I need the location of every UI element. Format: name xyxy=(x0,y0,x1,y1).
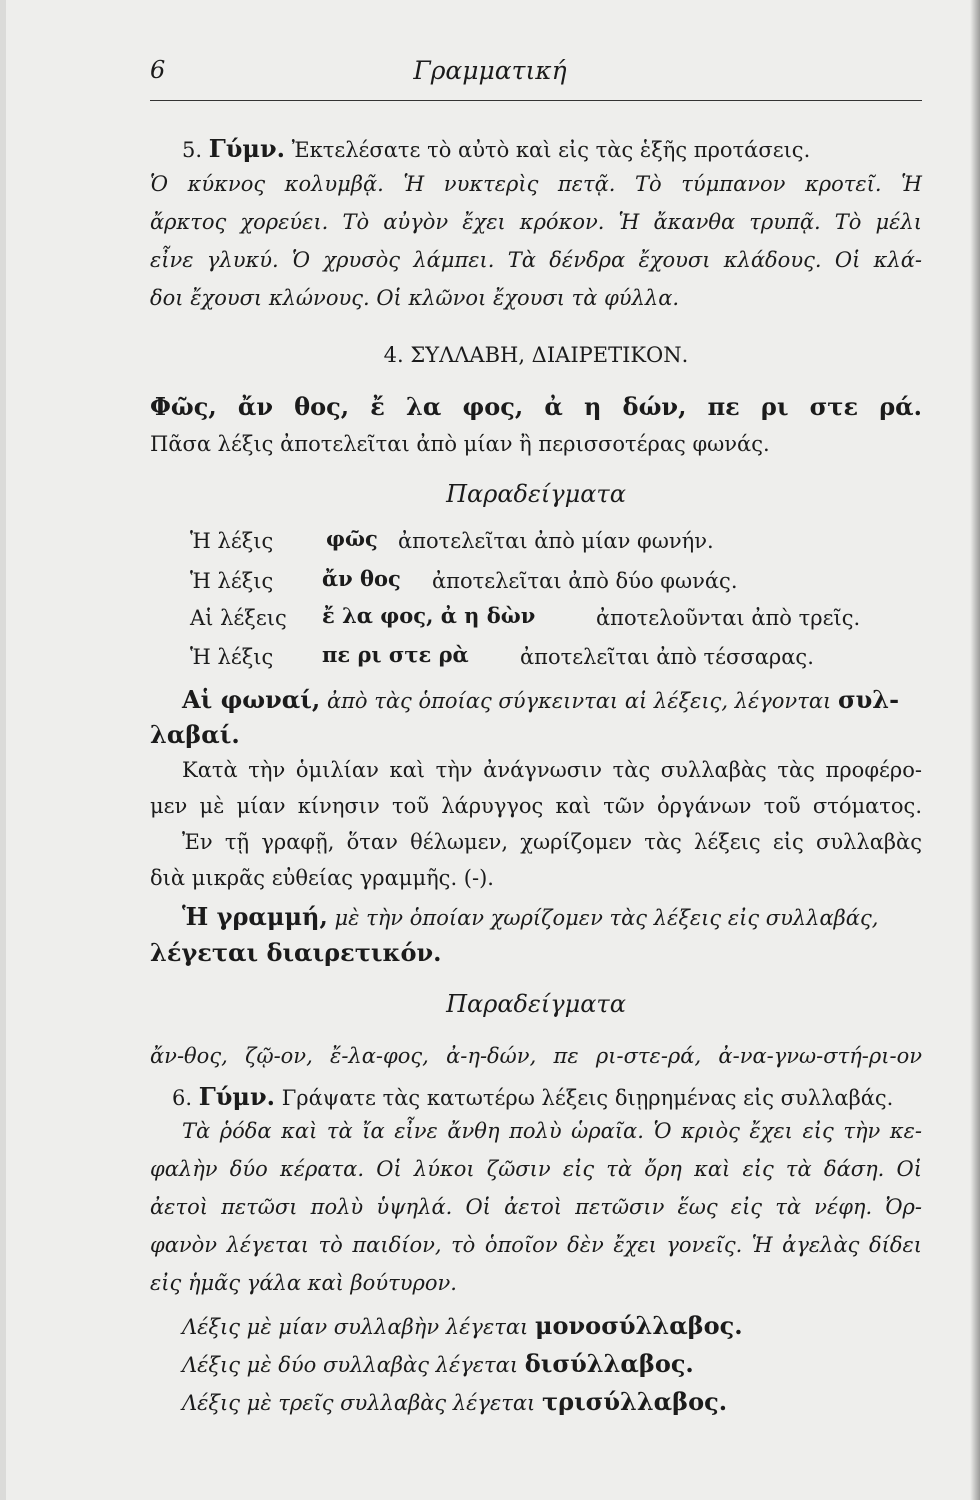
paragraph-line: Ἐν τῇ γραφῇ, ὅταν θέλωμεν, χωρίζομεν τὰς λέξεις εἰς συλλαβὰς xyxy=(182,830,922,854)
example-word: ἔ λα φος, ἀ η δὼν xyxy=(322,603,536,628)
exercise-instruction: Ἐκτελέσατε τὸ αὐτὸ καὶ εἰς τὰς ἑξῆς προτάσεις. xyxy=(291,138,811,162)
definition-term: συλ- xyxy=(837,685,900,714)
exercise-6-line: Τὰ ῥόδα καὶ τὰ ἴα εἶνε ἄνθη πολὺ ὡραῖα. Ὁ κριὸς ἔχει εἰς τὴν κε- xyxy=(182,1119,922,1143)
term-text: Λέξις μὲ τρεῖς συλλαβὰς λέγεται xyxy=(182,1391,536,1415)
definition-term: λέγεται διαιρετικόν. xyxy=(150,938,442,967)
example-rest: ἀποτελεῖται ἀπὸ δύο φωνάς. xyxy=(432,569,738,593)
paragraph-line: μεν μὲ μίαν κίνησιν τοῦ λάρυγγος καὶ τῶν ὀργάνων τοῦ στόματος. xyxy=(150,794,922,818)
exercise-6-line: φανὸν λέγεται τὸ παιδίον, τὸ ὁποῖον δὲν ἔχει γονεῖς. Ἡ ἀγελὰς δίδει xyxy=(150,1233,922,1257)
exercise-5-line: Ὁ κύκνος κολυμβᾷ. Ἡ νυκτερὶς πετᾷ. Τὸ τύμπανον κροτεῖ. Ἡ xyxy=(150,172,922,196)
example-lead: Ἡ λέξις xyxy=(190,529,274,553)
exercise-number: 5. xyxy=(182,138,203,162)
exercise-number: 6. xyxy=(172,1086,193,1110)
paragraph-line: Κατὰ τὴν ὁμιλίαν καὶ τὴν ἀνάγνωσιν τὰς συλλαβὰς τὰς προφέρο- xyxy=(182,758,922,782)
term-text: Λέξις μὲ δύο συλλαβὰς λέγεται xyxy=(182,1353,519,1377)
term-line xyxy=(182,1387,922,1416)
example-rest: ἀποτελεῖται ἀπὸ τέσσαρας. xyxy=(520,645,814,669)
scan-left-edge xyxy=(0,0,6,1500)
header-rule xyxy=(150,100,922,101)
scan-right-edge xyxy=(970,0,980,1500)
term-line xyxy=(182,1311,922,1340)
term-word: τρισύλλαβος. xyxy=(541,1387,728,1416)
syllable-example-line: Φῶς, ἄν θος, ἔ λα φος, ἀ η δών, πε ρι στε ρά. xyxy=(150,392,922,421)
definition-text: μὲ τὴν ὁποίαν χωρίζομεν τὰς λέξεις εἰς συλλαβάς, xyxy=(334,906,879,930)
definition-term-continued: λαβαί. xyxy=(150,720,240,749)
definition-subject: Ἡ γραμμή, xyxy=(182,902,328,931)
exercise-5-line: εἶνε γλυκύ. Ὁ χρυσὸς λάμπει. Τὰ δένδρα ἔχουσι κλάδους. Οἱ κλά- xyxy=(150,248,922,272)
examples-title: Παραδείγματα xyxy=(446,480,626,508)
term-line xyxy=(182,1349,922,1378)
exercise-label: Γύμν. xyxy=(198,1082,275,1111)
section-intro: Πᾶσα λέξις ἀποτελεῖται ἀπὸ μίαν ἢ περισσοτέρας φωνάς. xyxy=(150,432,770,456)
exercise-6-line: εἰς ἡμᾶς γάλα καὶ βούτυρον. xyxy=(150,1271,457,1295)
term-word: δισύλλαβος. xyxy=(524,1349,694,1378)
page-number: 6 xyxy=(150,56,166,84)
exercise-5-line: δοι ἔχουσι κλώνους. Οἱ κλῶνοι ἔχουσι τὰ φύλλα. xyxy=(150,286,680,310)
examples-title: Παραδείγματα xyxy=(446,990,626,1018)
running-title: Γραμματική xyxy=(413,56,567,85)
example-word: φῶς xyxy=(326,526,378,551)
section-heading: 4. ΣΥΛΛΑΒΗ, ΔΙΑΙΡΕΤΙΚΟΝ. xyxy=(383,343,689,367)
exercise-6-line: φαλὴν δύο κέρατα. Οἱ λύκοι ζῶσιν εἰς τὰ ὄρη καὶ εἰς τὰ δάση. Οἱ xyxy=(150,1157,922,1181)
exercise-label: Γύμν. xyxy=(208,134,285,163)
hyphenation-examples: ἄν-θος, ζῷ-ον, ἔ-λα-φος, ἀ-η-δών, πε ρι-στε-ρά, ἀ-να-γνω-στή-ρι-ον xyxy=(150,1044,922,1068)
example-rest: ἀποτελεῖται ἀπὸ μίαν φωνήν. xyxy=(398,529,714,553)
example-lead: Ἡ λέξις xyxy=(190,569,274,593)
definition-subject: Αἱ φωναί, xyxy=(182,685,321,714)
exercise-5-instruction xyxy=(182,134,922,163)
term-text: Λέξις μὲ μίαν συλλαβὴν λέγεται xyxy=(182,1315,529,1339)
definition-text: ἀπὸ τὰς ὁποίας σύγκεινται αἱ λέξεις, λέγονται xyxy=(326,689,832,713)
example-word: πε ρι στε ρὰ xyxy=(322,642,469,667)
syllable-definition xyxy=(182,685,922,714)
term-word: μονοσύλλαβος. xyxy=(534,1311,743,1340)
example-rest: ἀποτελοῦνται ἀπὸ τρεῖς. xyxy=(596,606,861,630)
exercise-5-line: ἄρκτος χορεύει. Τὸ αὐγὸν ἔχει κρόκον. Ἡ ἄκανθα τρυπᾷ. Τὸ μέλι xyxy=(150,210,922,234)
example-lead: Αἱ λέξεις xyxy=(190,606,287,630)
exercise-6-line: ἀετοὶ πετῶσι πολὺ ὑψηλά. Οἱ ἀετοὶ πετῶσιν ἕως εἰς τὰ νέφη. Ὀρ- xyxy=(150,1195,922,1219)
example-word: ἄν θος xyxy=(322,566,401,591)
exercise-6-instruction xyxy=(172,1082,922,1111)
paragraph-line: διὰ μικρᾶς εὐθείας γραμμῆς. (-). xyxy=(150,866,494,890)
example-lead: Ἡ λέξις xyxy=(190,645,274,669)
exercise-instruction: Γράψατε τὰς κατωτέρω λέξεις διῃρημένας εἰς συλλαβάς. xyxy=(281,1086,894,1110)
hyphen-definition xyxy=(182,902,922,931)
